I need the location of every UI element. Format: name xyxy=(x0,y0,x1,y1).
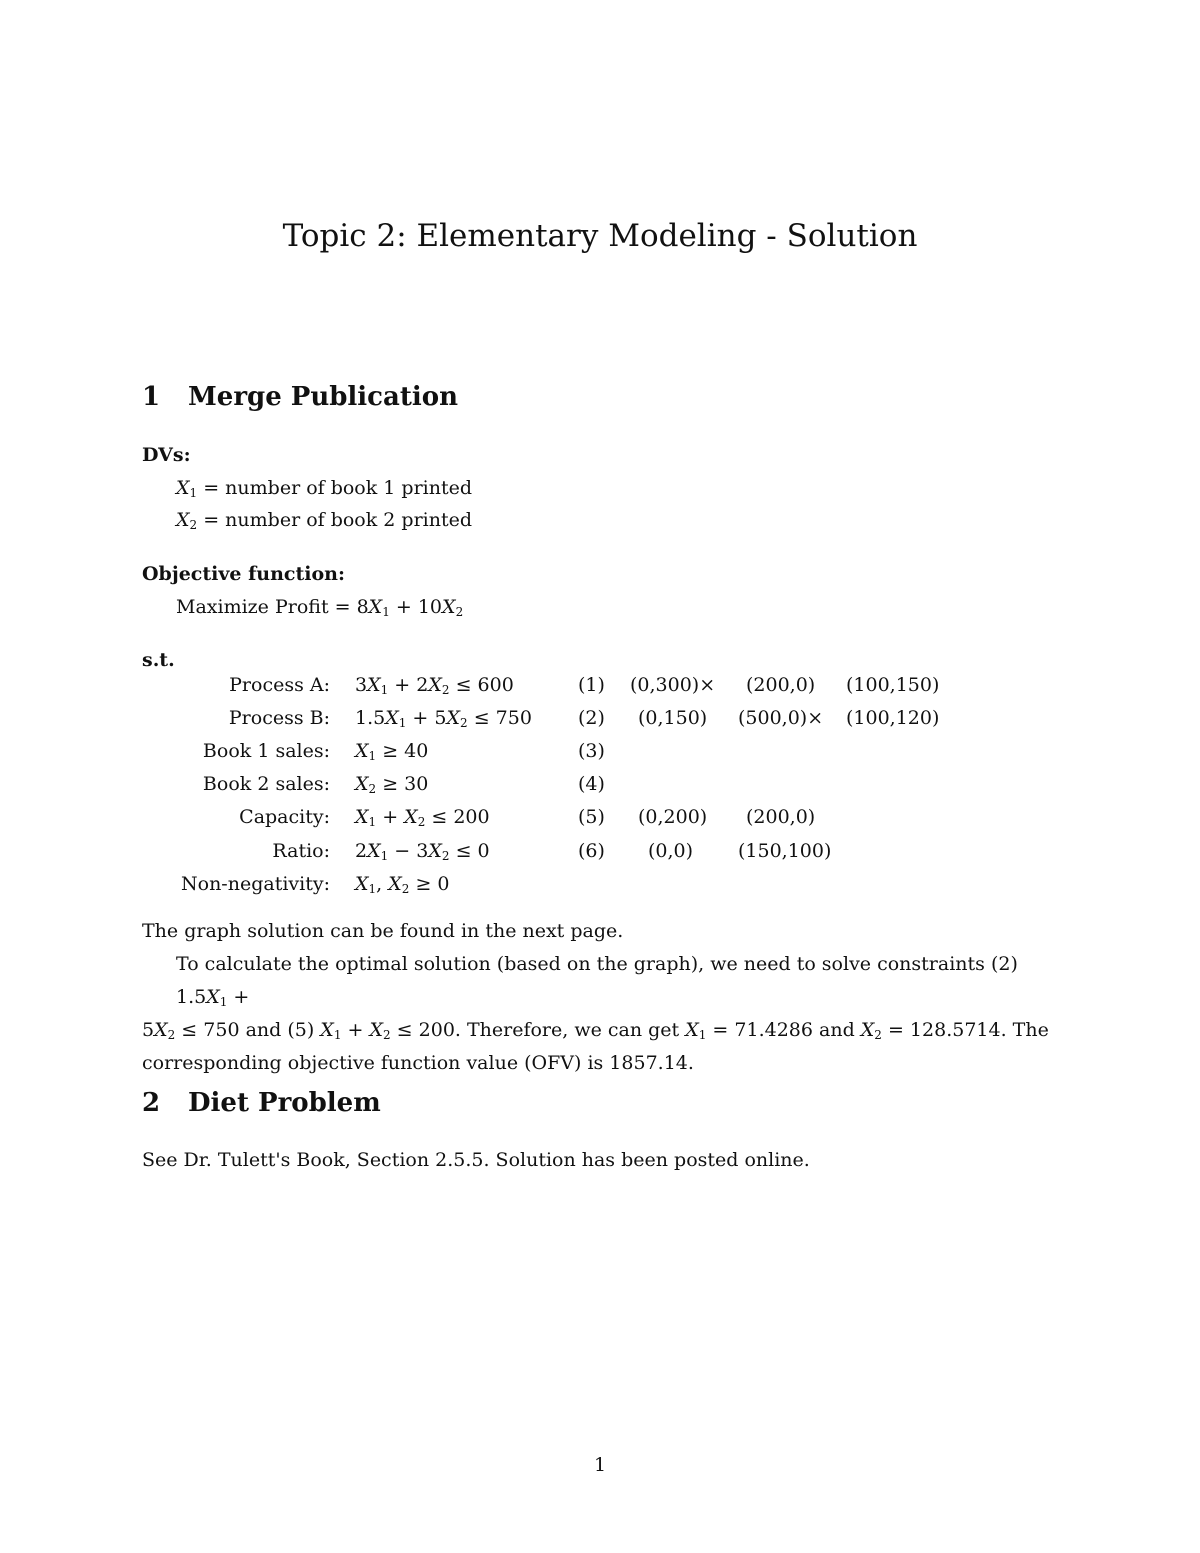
solution-paragraph: To calculate the optimal solution (based on the graph), we need to solve constraints (2) $1.5X_1$ + $5X_2 \le 750$ and (5) $X_1 + X_2 \le 200$. Therefore, we can get $X_1 = 71.4286$ and $X_2 = 128.5714$. The corresponding objective function value (OFV) is 1857.14. xyxy=(142,953,1049,1074)
constraint-expr: $X_1 \ge 40$ xyxy=(355,740,429,763)
constraint-row xyxy=(0,873,1200,903)
dv-x2: $X_2$ = number of book 2 printed xyxy=(176,509,473,532)
section-1-title: Merge Publication xyxy=(188,382,458,412)
constraint-number: (4) xyxy=(578,773,605,795)
page-number: 1 xyxy=(593,1454,607,1476)
st-label: s.t. xyxy=(142,649,175,671)
constraint-point: (0,150) xyxy=(638,707,708,729)
constraint-label: Process B: xyxy=(228,707,330,729)
constraint-label: Non-negativity: xyxy=(181,873,330,895)
constraint-point: (100,150) xyxy=(846,674,940,696)
constraint-expr: $1.5X_1 + 5X_2 \le 750$ xyxy=(355,707,532,730)
document-title: Topic 2: Elementary Modeling - Solution xyxy=(282,218,918,254)
constraint-point: (0,200) xyxy=(638,806,708,828)
constraint-expr: $X_1 + X_2 \le 200$ xyxy=(355,806,490,829)
dv-x1: $X_1$ = number of book 1 printed xyxy=(176,477,473,500)
objective-function: Maximize Profit = $8X_1 + 10X_2$ xyxy=(176,596,464,619)
constraint-label: Process A: xyxy=(229,674,330,696)
constraint-number: (5) xyxy=(578,806,605,828)
constraint-point: (0,300)× xyxy=(630,674,716,696)
constraint-point: (200,0) xyxy=(746,806,816,828)
objective-label: Objective function: xyxy=(142,563,345,585)
diet-text: See Dr. Tulett's Book, Section 2.5.5. Solution has been posted online. xyxy=(142,1149,810,1171)
constraint-row xyxy=(0,674,1200,704)
constraint-number: (2) xyxy=(578,707,605,729)
constraint-row xyxy=(0,740,1200,770)
section-1-number: 1 xyxy=(142,382,161,412)
section-2-heading xyxy=(142,1088,381,1118)
constraint-number: (1) xyxy=(578,674,605,696)
section-2-title: Diet Problem xyxy=(188,1088,381,1118)
dvs-label: DVs: xyxy=(142,444,191,466)
constraint-row xyxy=(0,773,1200,803)
constraint-label: Capacity: xyxy=(239,806,330,828)
section-1-heading xyxy=(142,382,458,412)
constraint-row xyxy=(0,806,1200,836)
constraint-expr: $3X_1 + 2X_2 \le 600$ xyxy=(355,674,514,697)
constraint-label: Book 1 sales: xyxy=(202,740,330,762)
constraint-expr: $X_1$, $X_2 \ge 0$ xyxy=(355,873,450,896)
constraint-expr: $2X_1 - 3X_2 \le 0$ xyxy=(355,840,490,863)
constraint-point: (100,120) xyxy=(846,707,940,729)
constraint-expr: $X_2 \ge 30$ xyxy=(355,773,429,796)
constraint-label: Book 2 sales: xyxy=(202,773,330,795)
constraint-point: (200,0) xyxy=(746,674,816,696)
constraint-row xyxy=(0,840,1200,870)
constraint-label: Ratio: xyxy=(272,840,330,862)
constraint-row xyxy=(0,707,1200,737)
constraint-number: (6) xyxy=(578,840,605,862)
constraint-point: (500,0)× xyxy=(738,707,824,729)
constraint-point: (0,0) xyxy=(648,840,694,862)
section-2-number: 2 xyxy=(142,1088,161,1118)
graph-note: The graph solution can be found in the next page. xyxy=(142,920,624,942)
constraint-number: (3) xyxy=(578,740,605,762)
constraint-point: (150,100) xyxy=(738,840,832,862)
